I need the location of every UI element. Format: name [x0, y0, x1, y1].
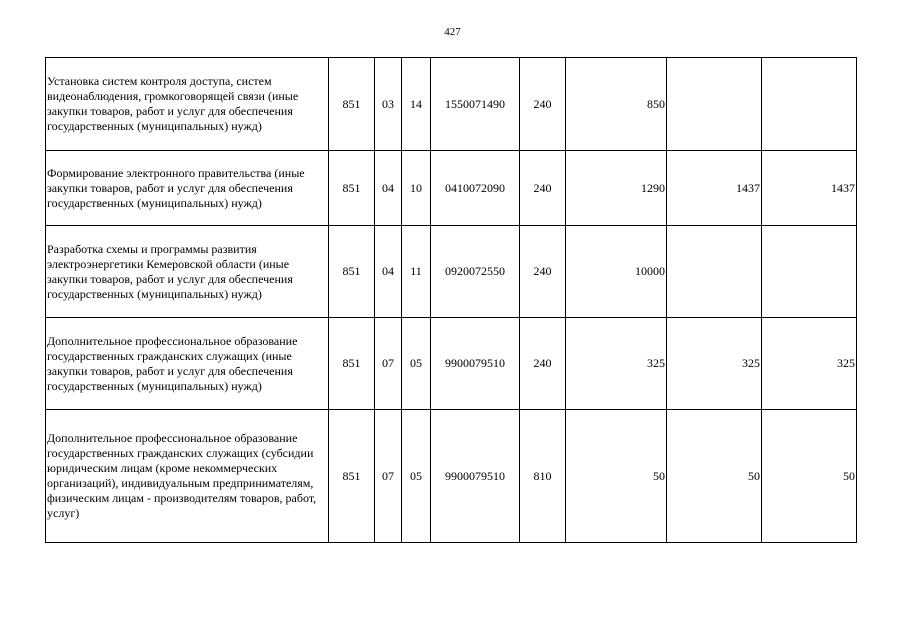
- row-section: 07: [375, 318, 402, 410]
- table-row: [46, 318, 857, 410]
- table-row: [46, 151, 857, 226]
- row-expense-type: 240: [520, 151, 566, 226]
- row-expense-type: 240: [520, 58, 566, 151]
- row-code: 851: [329, 226, 375, 318]
- page-number: 427: [444, 26, 461, 38]
- row-amount-2: [667, 226, 762, 318]
- row-amount-1: 50: [566, 410, 667, 543]
- row-code: 851: [329, 58, 375, 151]
- row-amount-3: 1437: [762, 151, 857, 226]
- row-amount-3: [762, 226, 857, 318]
- row-amount-1: 10000: [566, 226, 667, 318]
- row-amount-1: 1290: [566, 151, 667, 226]
- table-row: [46, 410, 857, 543]
- row-amount-2: 325: [667, 318, 762, 410]
- row-code: 851: [329, 410, 375, 543]
- row-description: Дополнительное профессиональное образование государственных гражданских служащих (иные закупки товаров, работ и услуг для обеспечения государственных (муниципальных) нужд): [46, 318, 329, 410]
- row-subsection: 05: [402, 410, 431, 543]
- row-expense-type: 240: [520, 318, 566, 410]
- row-expense-type: 810: [520, 410, 566, 543]
- row-subsection: 11: [402, 226, 431, 318]
- budget-table: [45, 57, 857, 543]
- row-target: 1550071490: [431, 58, 520, 151]
- row-expense-type: 240: [520, 226, 566, 318]
- row-code: 851: [329, 151, 375, 226]
- row-description: Разработка схемы и программы развития электроэнергетики Кемеровской области (иные закупки товаров, работ и услуг для обеспечения государственных (муниципальных) нужд): [46, 226, 329, 318]
- row-subsection: 10: [402, 151, 431, 226]
- row-description: Дополнительное профессиональное образование государственных гражданских служащих (субсидии юридическим лицам (кроме некоммерческих организаций), индивидуальным предпринимателям, физическим лицам - производителям товаров, работ, услуг): [46, 410, 329, 543]
- row-target: 0920072550: [431, 226, 520, 318]
- row-target: 9900079510: [431, 410, 520, 543]
- row-target: 0410072090: [431, 151, 520, 226]
- row-amount-3: 325: [762, 318, 857, 410]
- row-target: 9900079510: [431, 318, 520, 410]
- table-row: [46, 226, 857, 318]
- row-code: 851: [329, 318, 375, 410]
- row-amount-1: 325: [566, 318, 667, 410]
- row-subsection: 05: [402, 318, 431, 410]
- row-amount-3: 50: [762, 410, 857, 543]
- row-section: 03: [375, 58, 402, 151]
- row-section: 04: [375, 226, 402, 318]
- row-amount-1: 850: [566, 58, 667, 151]
- row-amount-2: 1437: [667, 151, 762, 226]
- row-section: 07: [375, 410, 402, 543]
- table-row: [46, 58, 857, 151]
- row-subsection: 14: [402, 58, 431, 151]
- row-amount-3: [762, 58, 857, 151]
- row-section: 04: [375, 151, 402, 226]
- row-amount-2: [667, 58, 762, 151]
- row-amount-2: 50: [667, 410, 762, 543]
- row-description: Установка систем контроля доступа, систем видеонаблюдения, громкоговорящей связи (иные закупки товаров, работ и услуг для обеспечения государственных (муниципальных) нужд): [46, 58, 329, 151]
- row-description: Формирование электронного правительства (иные закупки товаров, работ и услуг для обеспечения государственных (муниципальных) нужд): [46, 151, 329, 226]
